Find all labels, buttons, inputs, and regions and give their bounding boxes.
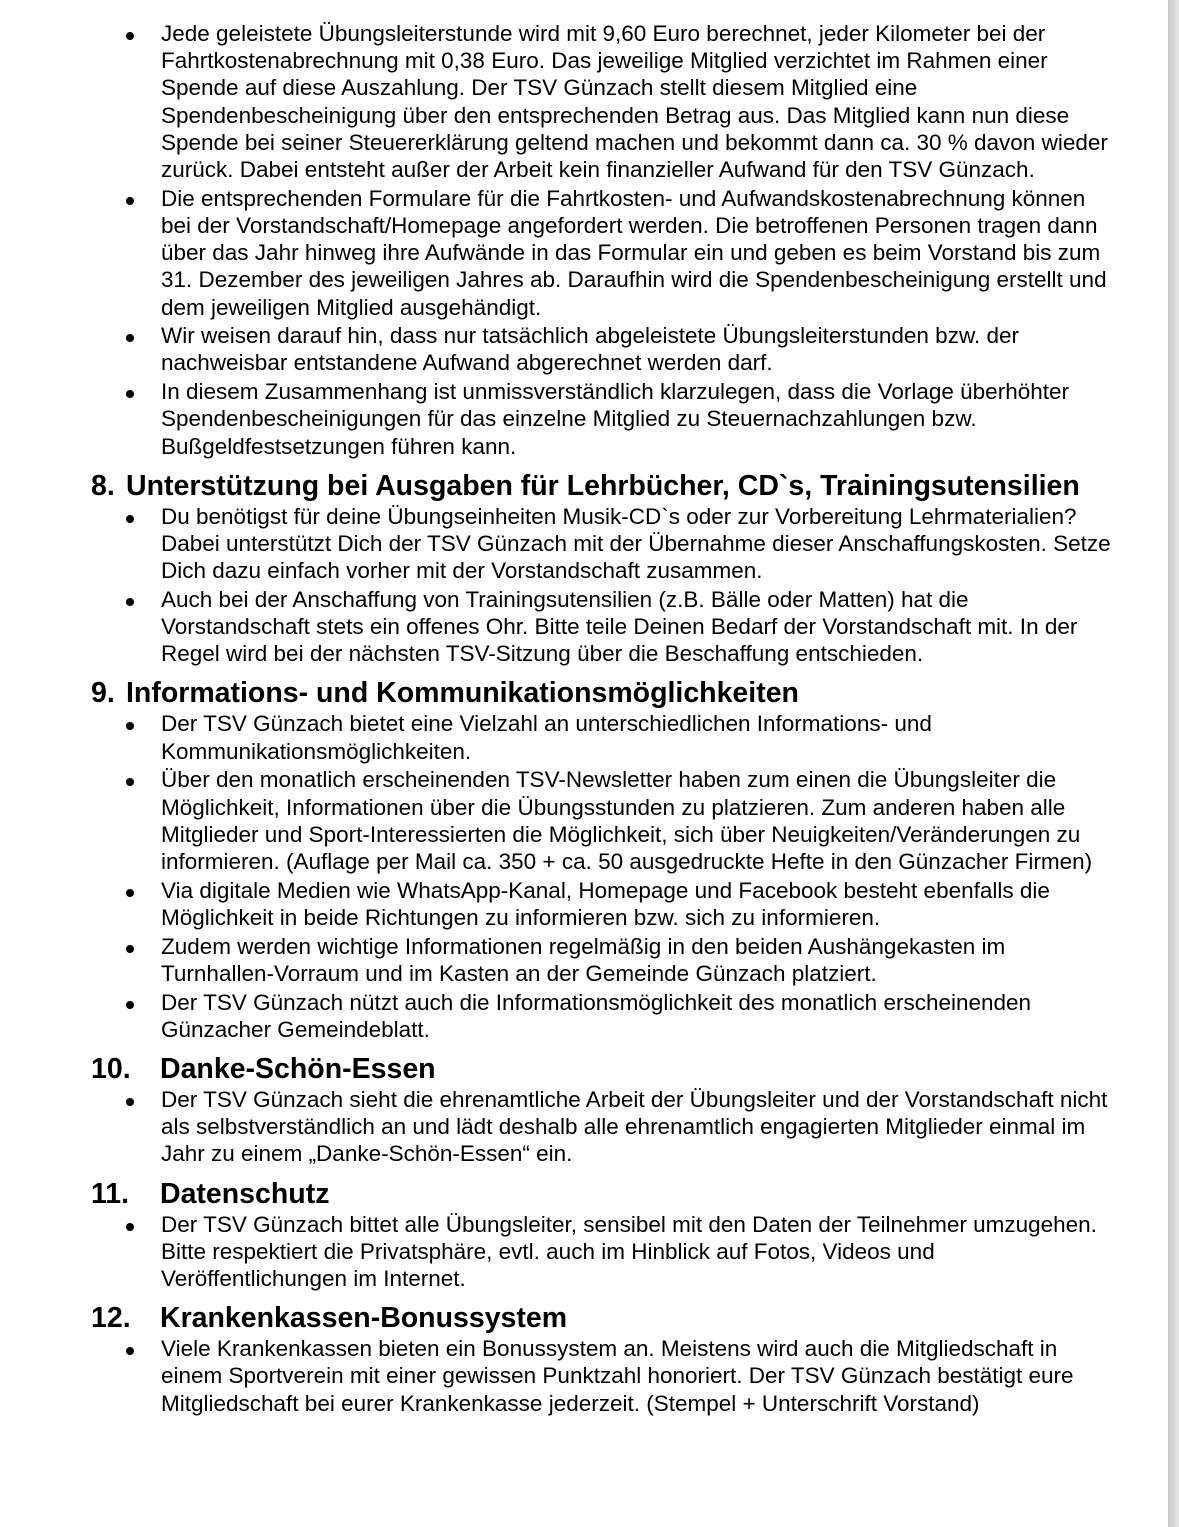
list-item — [0, 503, 1160, 585]
bullet-text: Viele Krankenkassen bieten ein Bonussystem an. Meistens wird auch die Mitgliedschaft in einem Sportverein mit einer gewissen Punktzahl honoriert. Der TSV Günzach bestätigt eure Mitgliedschaft bei eurer Krankenkasse jederzeit. (Stempel + Unterschrift Vorstand) — [161, 1336, 1074, 1416]
intro-bullet-list — [0, 20, 1160, 460]
bullet-icon — [126, 197, 134, 205]
list-item — [0, 989, 1160, 1043]
list-item — [0, 710, 1160, 764]
section-bullet-list — [0, 1211, 1160, 1293]
bullet-icon — [126, 889, 134, 897]
section-title: Unterstützung bei Ausgaben für Lehrbücher, CD`s, Trainingsutensilien — [126, 469, 1080, 502]
section-8 — [0, 469, 1160, 668]
bullet-icon — [126, 32, 134, 40]
bullet-text: Der TSV Günzach bittet alle Übungsleiter, sensibel mit den Daten der Teilnehmer umzugehen. Bitte respektiert die Privatsphäre, evtl. auch im Hinblick auf Fotos, Videos und Veröffentlichungen im Internet. — [161, 1211, 1097, 1291]
section-number: 9. — [91, 677, 115, 710]
section-heading — [0, 676, 1160, 710]
section-title: Danke-Schön-Essen — [160, 1052, 436, 1085]
bullet-text: Über den monatlich erscheinenden TSV-Newsletter haben zum einen die Übungsleiter die Möglichkeit, Informationen über die Übungsstunden zu platzieren. Zum anderen haben alle Mitglieder und Sport-Interessierten die Möglichkeit, sich über Neuigkeiten/Veränderungen zu informieren. (Auflage per Mail ca. 350 + ca. 50 ausgedruckte Hefte in den Günzacher Firmen) — [161, 767, 1093, 874]
list-item — [0, 322, 1160, 376]
list-item — [0, 1211, 1160, 1293]
section-heading — [0, 1177, 1160, 1211]
bullet-icon — [126, 1223, 134, 1231]
section-number: 11. — [91, 1177, 130, 1210]
list-item — [0, 1086, 1160, 1168]
section-bullet-list — [0, 1335, 1160, 1417]
section-number: 10. — [91, 1052, 131, 1085]
section-12 — [0, 1301, 1160, 1417]
section-title: Informations- und Kommunikationsmöglichkeiten — [126, 677, 799, 710]
list-item — [0, 766, 1160, 875]
section-number: 12. — [91, 1302, 131, 1335]
list-item — [0, 933, 1160, 987]
bullet-icon — [126, 1001, 134, 1009]
list-item — [0, 20, 1160, 183]
bullet-icon — [126, 1347, 134, 1355]
section-bullet-list — [0, 710, 1160, 1042]
bullet-icon — [126, 515, 134, 523]
bullet-icon — [126, 1098, 134, 1106]
list-item — [0, 1335, 1160, 1417]
bullet-text: Die entsprechenden Formulare für die Fahrtkosten- und Aufwandskostenabrechnung können bei der Vorstandschaft/Homepage angefordert werden. Die betroffenen Personen tragen dann über das Jahr hinweg ihre Aufwände in das Formular ein und geben es beim Vorstand bis zum 31. Dezember des jeweiligen Jahres ab. Daraufhin wird die Spendenbescheinigung erstellt und dem jeweiligen Mitglied ausgehändigt. — [161, 185, 1107, 320]
bullet-text: In diesem Zusammenhang ist unmissverständlich klarzulegen, dass die Vorlage überhöhter Spendenbescheinigungen für das einzelne Mitglied zu Steuernachzahlungen bzw. Bußgeldfestsetzungen führen kann. — [161, 379, 1069, 459]
bullet-text: Auch bei der Anschaffung von Trainingsutensilien (z.B. Bälle oder Matten) hat die Vorstandschaft stets ein offenes Ohr. Bitte teile Deinen Bedarf der Vorstandschaft mit. In der Regel wird bei der nächsten TSV-Sitzung über die Beschaffung entschieden. — [161, 586, 1078, 667]
bullet-text: Via digitale Medien wie WhatsApp-Kanal, Homepage und Facebook besteht ebenfalls die Möglichkeit in beide Richtungen zu informieren bzw. sich zu informieren. — [161, 877, 1050, 930]
bullet-icon — [126, 722, 134, 730]
list-item — [0, 586, 1160, 668]
bullet-text: Du benötigst für deine Übungseinheiten Musik-CD`s oder zur Vorbereitung Lehrmaterialien? Dabei unterstützt Dich der TSV Günzach mit der Übernahme dieser Anschaffungskosten. Setze Dich dazu einfach vorher mit der Vorstandschaft zusammen. — [161, 503, 1111, 584]
bullet-icon — [126, 778, 134, 786]
bullet-icon — [126, 945, 134, 953]
section-heading — [0, 1052, 1160, 1086]
bullet-text: Der TSV Günzach bietet eine Vielzahl an unterschiedlichen Informations- und Kommunikationsmöglichkeiten. — [161, 711, 932, 764]
bullet-icon — [126, 334, 134, 342]
section-bullet-list — [0, 503, 1160, 668]
bullet-icon — [126, 598, 134, 606]
section-11 — [0, 1177, 1160, 1293]
section-title: Krankenkassen-Bonussystem — [160, 1302, 568, 1335]
section-bullet-list — [0, 1086, 1160, 1168]
bullet-text: Wir weisen darauf hin, dass nur tatsächlich abgeleistete Übungsleiterstunden bzw. der nachweisbar entstandene Aufwand abgerechnet werden darf. — [161, 323, 1019, 376]
list-item — [0, 378, 1160, 460]
bullet-text: Zudem werden wichtige Informationen regelmäßig in den beiden Aushängekasten im Turnhallen-Vorraum und im Kasten an der Gemeinde Günzach platziert. — [161, 933, 1006, 986]
section-heading — [0, 469, 1160, 503]
list-item — [0, 877, 1160, 931]
bullet-text: Jede geleistete Übungsleiterstunde wird mit 9,60 Euro berechnet, jeder Kilometer bei der Fahrtkostenabrechnung mit 0,38 Euro. Das jeweilige Mitglied verzichtet im Rahmen einer Spende auf diese Auszahlung. Der TSV Günzach stellt diesem Mitglied eine Spendenbescheinigung über den entsprechenden Betrag aus. Das Mitglied kann nun diese Spende bei seiner Steuererklärung geltend machen und bekommt dann ca. 30 % davon wieder zurück. Dabei entsteht außer der Arbeit kein finanzieller Aufwand für den TSV Günzach. — [161, 21, 1108, 183]
bullet-icon — [126, 390, 134, 398]
bullet-text: Der TSV Günzach sieht die ehrenamtliche Arbeit der Übungsleiter und der Vorstandschaft nicht als selbstverständlich an und lädt deshalb alle ehrenamtlich engagierten Mitglieder einmal im Jahr zu einem „Danke-Schön-Essen“ ein. — [161, 1086, 1108, 1167]
page-edge-shadow — [1168, 0, 1179, 1527]
section-9 — [0, 676, 1160, 1042]
section-title: Datenschutz — [160, 1177, 330, 1210]
section-heading — [0, 1301, 1160, 1335]
bullet-text: Der TSV Günzach nützt auch die Informationsmöglichkeit des monatlich erscheinenden Günzacher Gemeindeblatt. — [161, 989, 1032, 1042]
section-number: 8. — [91, 469, 115, 502]
document-content — [0, 20, 1160, 1418]
list-item — [0, 185, 1160, 321]
section-10 — [0, 1052, 1160, 1168]
